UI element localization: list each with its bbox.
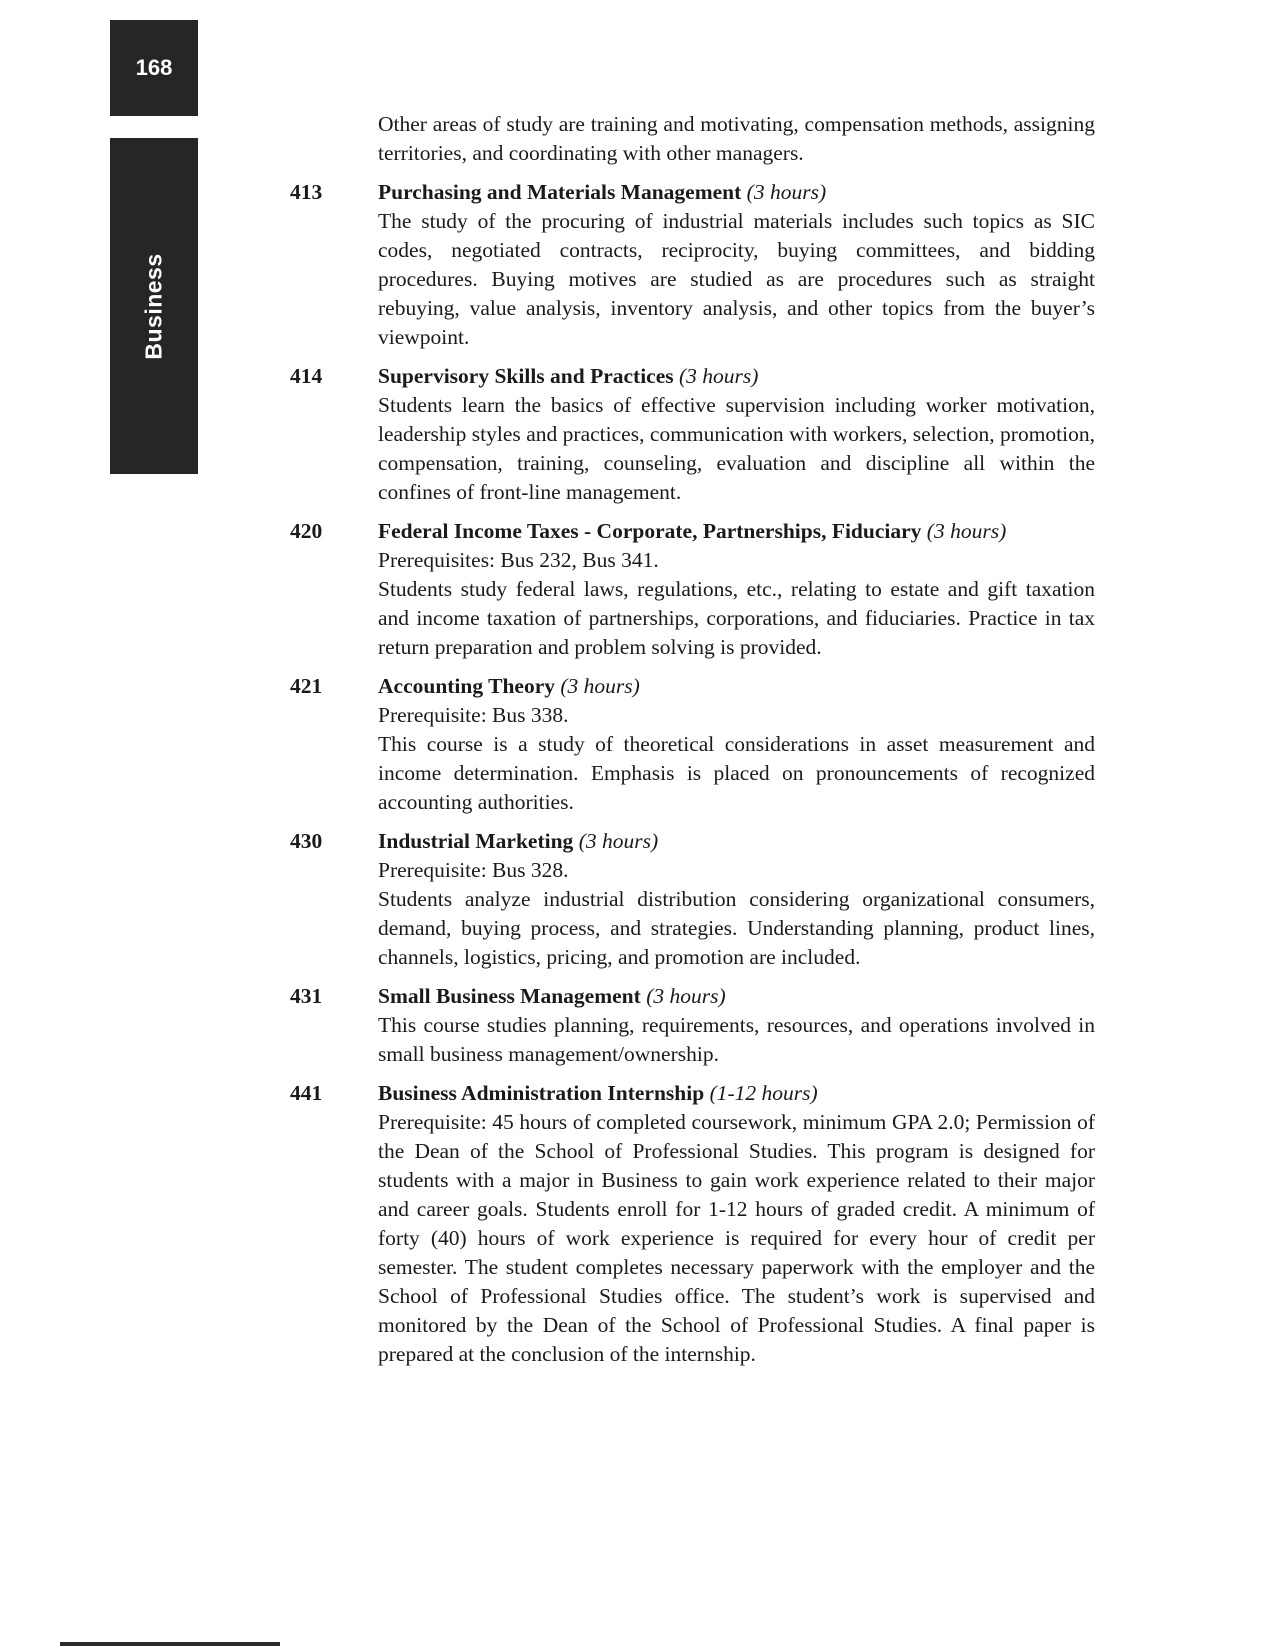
course-description: Students learn the basics of effective supervision including worker motivation, leadership styles and practices, communication with workers, selection, promotion, compensation, training, counseling, evaluation and discipline all within the confines of front-line management. xyxy=(378,393,1095,504)
page-number: 168 xyxy=(135,55,173,80)
footer-rule xyxy=(60,1642,280,1646)
course-entry xyxy=(290,982,1095,1069)
course-title: Accounting Theory xyxy=(378,674,555,698)
course-title: Small Business Management xyxy=(378,984,641,1008)
course-number: 421 xyxy=(290,674,323,698)
course-number: 430 xyxy=(290,829,323,853)
course-description: The study of the procuring of industrial materials includes such topics as SIC codes, negotiated contracts, reciprocity, buying committees, and bidding procedures. Buying motives are studied as are procedures such as straight rebuying, value analysis, inventory analysis, and other topics from the buyer’s viewpoint. xyxy=(378,209,1095,349)
course-title: Supervisory Skills and Practices xyxy=(378,364,674,388)
course-entry xyxy=(290,362,1095,507)
page-number-tab xyxy=(110,20,198,116)
course-description: This course studies planning, requirements, resources, and operations involved in small business management/ownership. xyxy=(378,1013,1095,1066)
course-body xyxy=(378,827,1095,972)
course-body xyxy=(378,982,1095,1069)
course-heading xyxy=(378,672,1095,701)
course-hours: (3 hours) xyxy=(679,364,759,388)
course-body xyxy=(378,517,1095,662)
course-body xyxy=(378,1079,1095,1369)
course-hours: (3 hours) xyxy=(926,519,1007,543)
course-description: Prerequisites: Bus 232, Bus 341. xyxy=(378,548,659,572)
course-entry xyxy=(290,827,1095,972)
course-hours: (3 hours) xyxy=(746,180,827,204)
section-tab-label: Business xyxy=(140,252,167,360)
course-description: Prerequisite: Bus 338. xyxy=(378,703,569,727)
course-title: Federal Income Taxes - Corporate, Partnerships, Fiduciary xyxy=(378,519,922,543)
section-tab xyxy=(110,138,198,474)
course-hours: (3 hours) xyxy=(646,984,726,1008)
course-heading xyxy=(378,178,1095,207)
course-number: 420 xyxy=(290,519,323,543)
course-body xyxy=(378,362,1095,507)
course-entry xyxy=(290,178,1095,352)
course-body xyxy=(378,178,1095,352)
course-body xyxy=(378,672,1095,817)
course-number: 413 xyxy=(290,180,323,204)
course-title: Purchasing and Materials Management xyxy=(378,180,742,204)
course-entry xyxy=(290,1079,1095,1369)
course-listing xyxy=(290,110,1095,1369)
course-heading xyxy=(378,827,1095,856)
course-description: This course is a study of theoretical considerations in asset measurement and income determination. Emphasis is placed on pronouncements of recognized accounting authorities. xyxy=(378,732,1095,814)
course-number: 431 xyxy=(290,984,323,1008)
course-entry xyxy=(290,517,1095,662)
course-heading xyxy=(378,517,1095,546)
course-heading xyxy=(378,1079,1095,1108)
course-description: Students study federal laws, regulations, etc., relating to estate and gift taxation and income taxation of partnerships, corporations, and fiduciaries. Practice in tax return preparation and problem solving is provided. xyxy=(378,577,1095,659)
course-hours: (3 hours) xyxy=(560,674,640,698)
course-entry xyxy=(290,672,1095,817)
course-title: Business Administration Internship xyxy=(378,1081,705,1105)
course-description: Students analyze industrial distribution considering organizational consumers, demand, buying process, and strategies. Understanding planning, product lines, channels, logistics, pricing, and promotion are included. xyxy=(378,887,1095,969)
course-description: Prerequisite: Bus 328. xyxy=(378,858,569,882)
course-heading xyxy=(378,982,1095,1011)
course-heading xyxy=(378,362,1095,391)
course-description: Prerequisite: 45 hours of completed coursework, minimum GPA 2.0; Permission of the Dean of the School of Professional Studies. This program is designed for students with a major in Business to gain work experience related to their major and career goals. Students enroll for 1-12 hours of graded credit. A minimum of forty (40) hours of work experience is required for every hour of credit per semester. The student completes necessary paperwork with the employer and the School of Professional Studies office. The student’s work is supervised and monitored by the Dean of the School of Professional Studies. A final paper is prepared at the conclusion of the internship. xyxy=(378,1110,1095,1366)
course-list xyxy=(290,178,1095,1369)
course-hours: (3 hours) xyxy=(578,829,659,853)
course-number: 414 xyxy=(290,364,323,388)
course-number: 441 xyxy=(290,1081,323,1105)
course-hours: (1-12 hours) xyxy=(709,1081,818,1105)
course-title: Industrial Marketing xyxy=(378,829,574,853)
intro-paragraph: Other areas of study are training and motivating, compensation methods, assigning territories, and coordinating with other managers. xyxy=(378,112,1095,165)
